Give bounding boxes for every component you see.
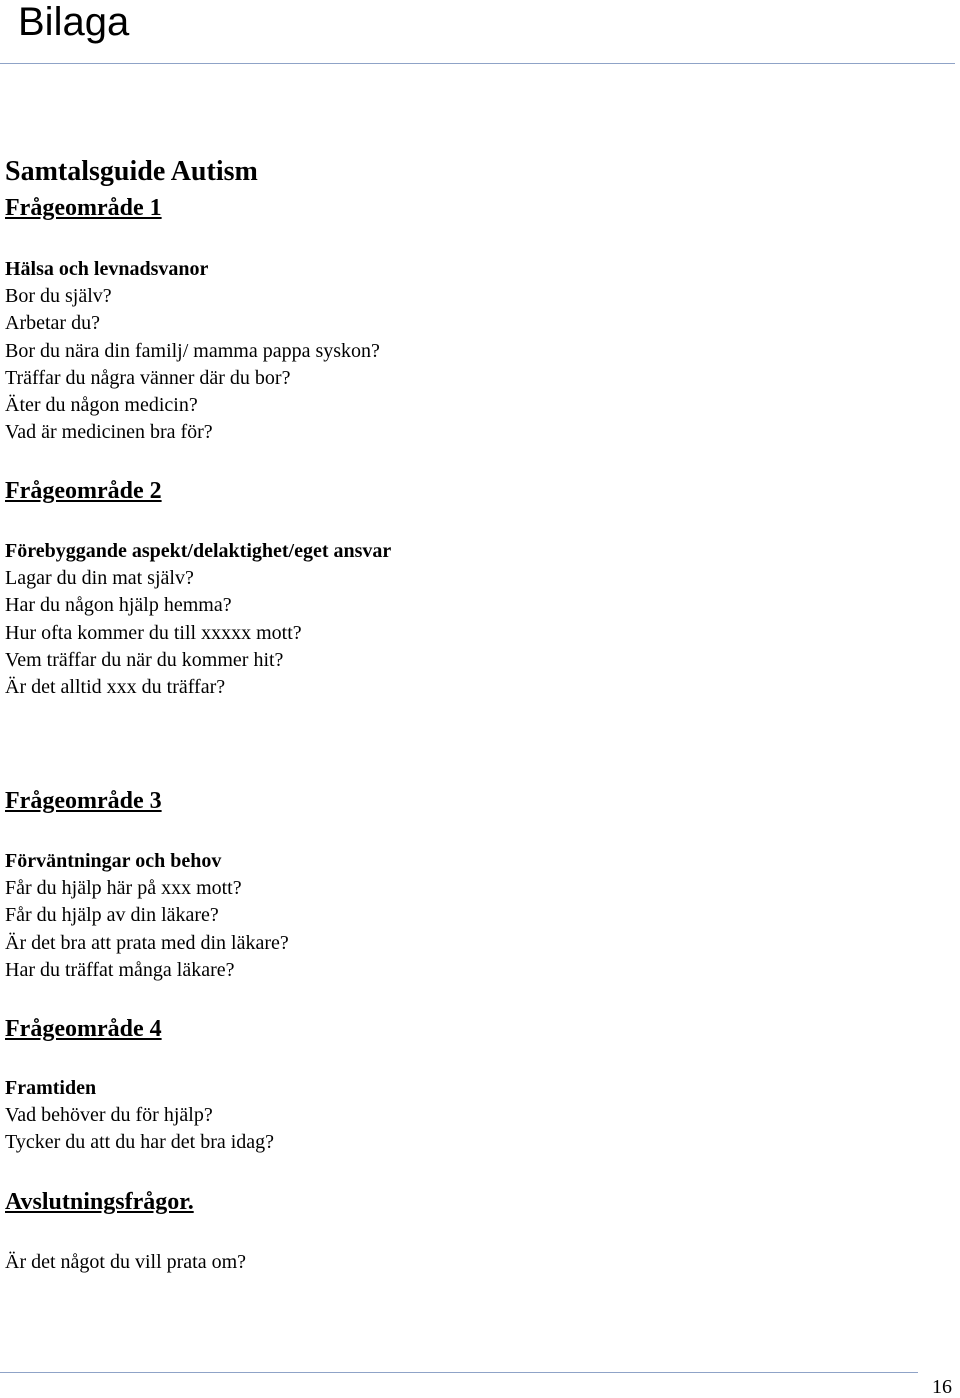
question-item: Tycker du att du har det bra idag? (5, 1131, 275, 1154)
question-item: Är det bra att prata med din läkare? (5, 931, 289, 954)
question-item: Träffar du några vänner där du bor? (5, 366, 291, 389)
question-list-2 (5, 565, 302, 701)
section-subheading-2: Förebyggande aspekt/delaktighet/eget ansvar (5, 540, 392, 562)
question-list-3 (5, 875, 289, 984)
question-item: Hur ofta kommer du till xxxxx mott? (5, 621, 302, 644)
question-item: Är det alltid xxx du träffar? (5, 676, 226, 699)
section-heading-3: Frågeområde 3 (5, 788, 162, 814)
question-item: Får du hjälp av din läkare? (5, 904, 219, 927)
page-number: 16 (932, 1376, 952, 1398)
section-heading-1: Frågeområde 1 (5, 195, 162, 221)
section-heading-2: Frågeområde 2 (5, 478, 162, 504)
section-heading-4: Frågeområde 4 (5, 1016, 162, 1042)
question-item: Får du hjälp här på xxx mott? (5, 877, 242, 899)
document-title: Samtalsguide Autism (5, 156, 258, 187)
question-list-4 (5, 1102, 274, 1157)
footer-divider (0, 1372, 918, 1373)
section-subheading-1: Hälsa och levnadsvanor (5, 258, 209, 280)
question-item: Har du träffat många läkare? (5, 958, 235, 981)
question-list-1 (5, 283, 380, 447)
closing-question: Är det något du vill prata om? (5, 1251, 247, 1273)
question-item: Äter du någon medicin? (5, 394, 198, 417)
question-item: Lagar du din mat själv? (5, 567, 194, 589)
section-subheading-4: Framtiden (5, 1077, 97, 1099)
question-item: Arbetar du? (5, 312, 100, 335)
question-item: Vem träffar du när du kommer hit? (5, 648, 284, 671)
question-item: Vad är medicinen bra för? (5, 421, 213, 444)
section-subheading-3: Förväntningar och behov (5, 850, 222, 872)
question-item: Vad behöver du för hjälp? (5, 1104, 213, 1126)
header-divider (0, 63, 955, 64)
question-item: Bor du nära din familj/ mamma pappa syskon? (5, 339, 380, 362)
question-item: Har du någon hjälp hemma? (5, 594, 232, 617)
closing-heading: Avslutningsfrågor. (5, 1189, 194, 1215)
header-title: Bilaga (18, 0, 130, 44)
question-item: Bor du själv? (5, 285, 112, 307)
